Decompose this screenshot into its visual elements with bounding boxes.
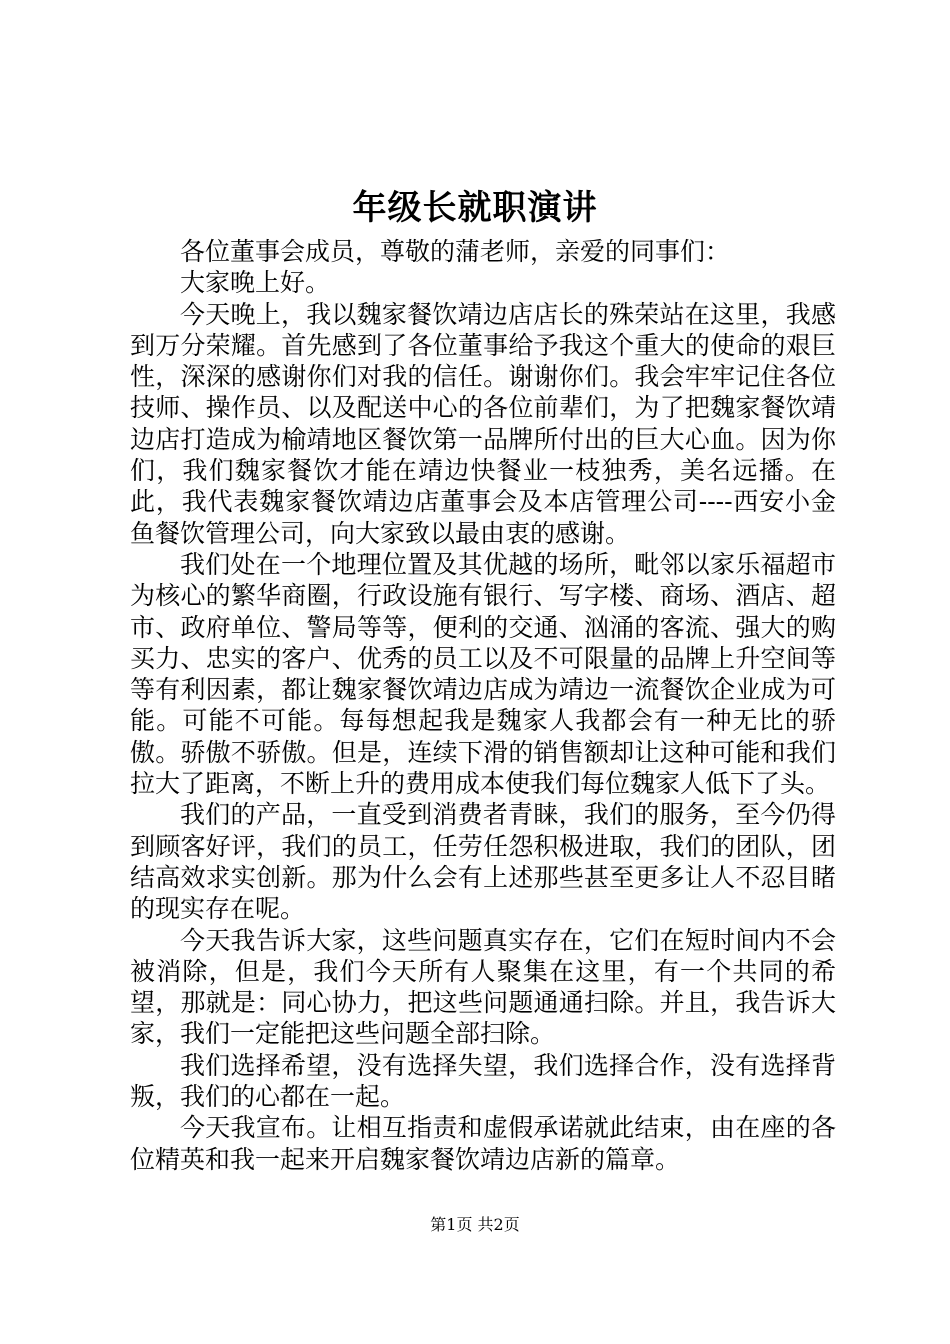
body-paragraph: 今天我宣布。让相互指责和虚假承诺就此结束，由在座的各位精英和我一起来开启魏家餐饮靖边店新的篇章。: [130, 1113, 836, 1174]
greeting-paragraph: 大家晚上好。: [180, 268, 331, 298]
body-paragraph: 我们处在一个地理位置及其优越的场所，毗邻以家乐福超市为核心的繁华商圈，行政设施有银行、写字楼、商场、酒店、超市、政府单位、警局等等，便利的交通、汹涌的客流、强大的购买力、忠实的客户、优秀的员工以及不可限量的品牌上升空间等等有利因素，都让魏家餐饮靖边店成为靖边一流餐饮企业成为可能。可能不可能。每每想起我是魏家人我都会有一种无比的骄傲。骄傲不骄傲。但是，连续下滑的销售额却让这种可能和我们拉大了距离，不断上升的费用成本使我们每位魏家人低下了头。: [130, 549, 836, 799]
body-paragraph: 今天晚上，我以魏家餐饮靖边店店长的殊荣站在这里，我感到万分荣耀。首先感到了各位董事给予我这个重大的使命的艰巨性，深深的感谢你们对我的信任。谢谢你们。我会牢牢记住各位技师、操作员、以及配送中心的各位前辈们，为了把魏家餐饮靖边店打造成为榆靖地区餐饮第一品牌所付出的巨大心血。因为你们，我们魏家餐饮才能在靖边快餐业一枝独秀，美名远播。在此，我代表魏家餐饮靖边店董事会及本店管理公司----西安小金鱼餐饮管理公司，向大家致以最由衷的感谢。: [130, 299, 836, 548]
document-body: [130, 236, 836, 1175]
body-paragraph: 我们的产品，一直受到消费者青睐，我们的服务，至今仍得到顾客好评，我们的员工，任劳任怨积极进取，我们的团队，团结高效求实创新。那为什么会有上述那些甚至更多让人不忍目睹的现实存在呢。: [130, 800, 836, 924]
body-paragraph: 我们选择希望，没有选择失望，我们选择合作，没有选择背叛，我们的心都在一起。: [130, 1050, 836, 1112]
salutation-paragraph: 各位董事会成员，尊敬的蒲老师，亲爱的同事们：: [180, 237, 731, 266]
body-paragraph: 今天我告诉大家，这些问题真实存在，它们在短时间内不会被消除，但是，我们今天所有人聚集在这里，有一个共同的希望，那就是：同心协力，把这些问题通通扫除。并且，我告诉大家，我们一定能把这些问题全部扫除。: [130, 925, 836, 1049]
page-number-footer: 第1页 共2页: [430, 1215, 520, 1234]
document-title: 年级长就职演讲: [352, 188, 598, 228]
